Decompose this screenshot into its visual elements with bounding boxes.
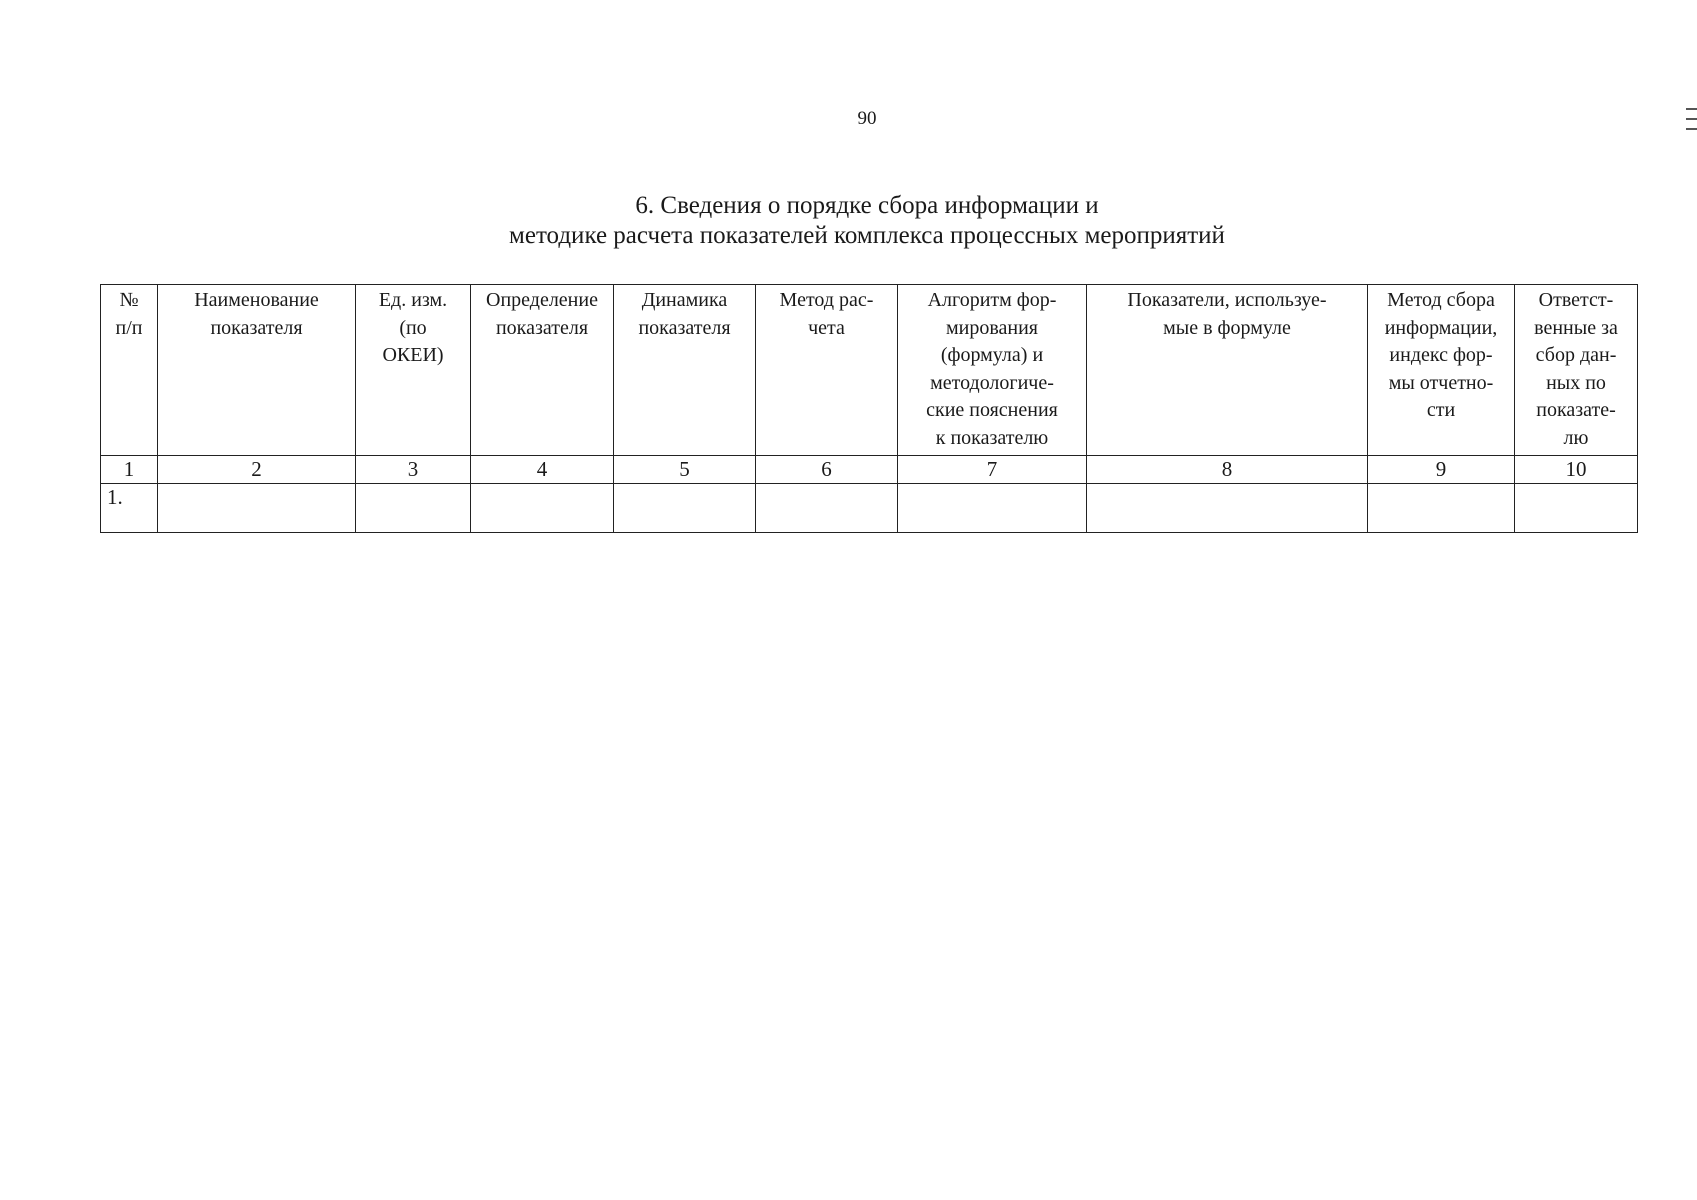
table-cell	[158, 484, 356, 533]
table-cell	[1087, 484, 1368, 533]
row-number-cell: 1.	[101, 484, 158, 533]
header-cell	[898, 285, 1087, 456]
heading-line-2: методике расчета показателей комплекса процессных мероприятий	[509, 222, 1225, 249]
table-cell	[471, 484, 614, 533]
table-cell	[756, 484, 898, 533]
header-cell	[356, 285, 471, 456]
header-line: Ответст-	[1538, 289, 1614, 311]
page-number: 90	[857, 108, 877, 129]
table-cell	[614, 484, 756, 533]
table-cell	[898, 484, 1087, 533]
table-cell	[356, 484, 471, 533]
table-cell	[1515, 484, 1638, 533]
header-line: Определение	[486, 289, 598, 311]
heading-line-1: 6. Сведения о порядке сбора информации и	[635, 192, 1099, 219]
column-number: 4	[471, 456, 614, 484]
edge-mark	[1686, 108, 1697, 134]
header-line: Алгоритм фор-	[927, 289, 1057, 311]
column-number: 1	[101, 456, 158, 484]
header-line: Показатели, используе-	[1127, 289, 1327, 311]
indicator-info-table	[100, 284, 1638, 533]
header-line: ных по	[1546, 371, 1606, 394]
header-line: (по	[399, 316, 427, 339]
header-line: венные за	[1534, 316, 1618, 339]
header-line: мые в формуле	[1163, 316, 1291, 339]
header-cell	[101, 285, 158, 456]
column-number: 9	[1368, 456, 1515, 484]
header-cell	[1515, 285, 1638, 456]
header-cell	[1087, 285, 1368, 456]
header-line: Ед. изм.	[378, 289, 448, 311]
section-heading	[0, 191, 1697, 251]
header-cell	[471, 285, 614, 456]
header-line: сти	[1426, 399, 1456, 421]
header-cell	[158, 285, 356, 456]
column-number: 6	[756, 456, 898, 484]
column-number: 5	[614, 456, 756, 484]
header-line: индекс фор-	[1389, 344, 1493, 366]
header-cell	[614, 285, 756, 456]
header-line: показателя	[210, 316, 303, 339]
header-line: лю	[1563, 426, 1589, 449]
header-line: ские пояснения	[926, 399, 1058, 421]
table-cell	[1368, 484, 1515, 533]
header-line: №	[119, 289, 139, 311]
column-number: 10	[1515, 456, 1638, 484]
header-line: информации,	[1384, 316, 1498, 339]
header-line: Наименование	[194, 289, 319, 311]
header-line: ОКЕИ)	[382, 344, 444, 366]
column-number-row	[101, 456, 1638, 484]
column-number: 3	[356, 456, 471, 484]
header-line: Метод рас-	[779, 289, 874, 311]
header-line: методологиче-	[930, 371, 1054, 394]
header-line: п/п	[115, 316, 143, 339]
column-number: 7	[898, 456, 1087, 484]
column-number: 8	[1087, 456, 1368, 484]
header-line: Динамика	[641, 289, 728, 311]
header-line: мирования	[945, 316, 1039, 339]
header-line: к показателю	[935, 426, 1049, 449]
header-line: показате-	[1536, 399, 1616, 421]
header-line: чета	[808, 316, 845, 339]
table-row	[101, 484, 1638, 533]
header-line: показателя	[495, 316, 589, 339]
header-line: Метод сбора	[1387, 289, 1495, 311]
column-number: 2	[158, 456, 356, 484]
header-row	[101, 285, 1638, 456]
header-cell	[1368, 285, 1515, 456]
header-line: (формула) и	[940, 344, 1044, 366]
header-line: мы отчетно-	[1388, 371, 1494, 394]
header-cell	[756, 285, 898, 456]
header-line: сбор дан-	[1535, 344, 1617, 366]
header-line: показателя	[638, 316, 731, 339]
